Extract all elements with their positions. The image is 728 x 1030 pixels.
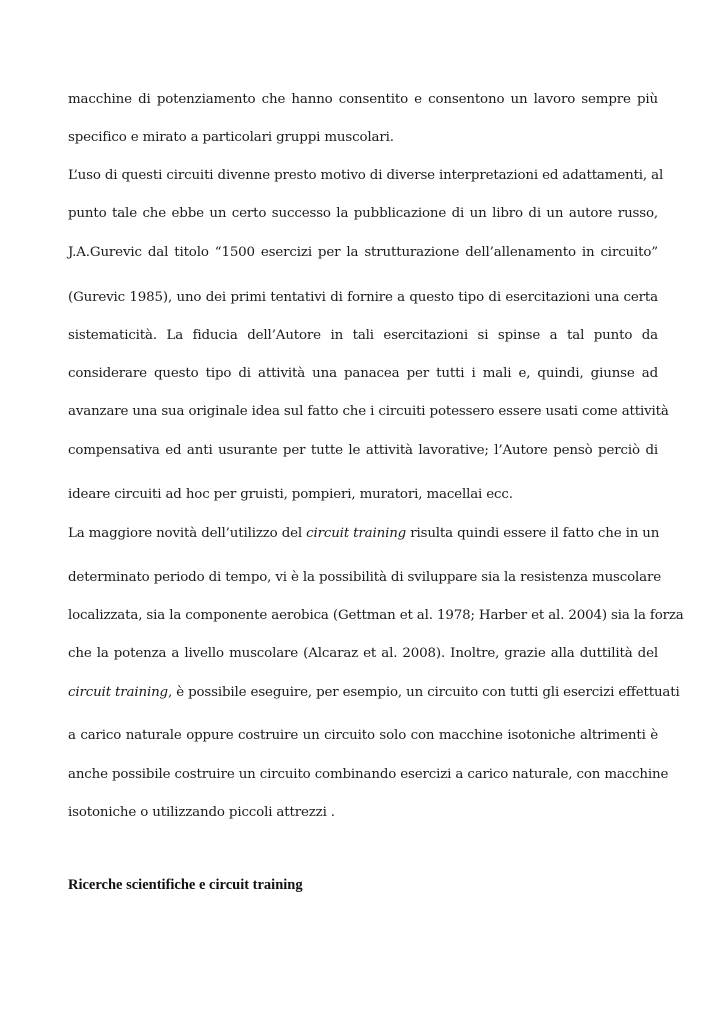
text-line: sistematicità. La fiducia dell’Autore in tali esercitazioni si spinse a tal punto da (68, 328, 658, 343)
text-run: risulta quindi essere il fatto che in un (406, 526, 660, 541)
text-line (68, 525, 658, 543)
text-line: punto tale che ebbe un certo successo la pubblicazione di un libro di un autore russo, (68, 206, 658, 221)
text-line: J.A.Gurevic dal titolo “1500 esercizi per la strutturazione dell’allenamento in circuito” (68, 245, 658, 260)
text-line: ideare circuiti ad hoc per gruisti, pompieri, muratori, macellai ecc. (68, 487, 513, 502)
text-line: L’uso di questi circuiti divenne presto motivo di diverse interpretazioni ed adattamenti, al (68, 168, 664, 183)
text-line: determinato periodo di tempo, vi è la possibilità di sviluppare sia la resistenza muscolare (68, 570, 662, 585)
text-run: , è possibile eseguire, per esempio, un circuito con tutti gli esercizi effettuati (167, 685, 680, 700)
text-line: (Gurevic 1985), uno dei primi tentativi di fornire a questo tipo di esercitazioni una certa (68, 290, 658, 305)
italic-term: circuit training (68, 685, 168, 700)
section-heading: Ricerche scientifiche e circuit training (68, 877, 303, 893)
text-line: a carico naturale oppure costruire un circuito solo con macchine isotoniche altrimenti è (68, 728, 658, 743)
text-line: macchine di potenziamento che hanno consentito e consentono un lavoro sempre più (68, 92, 658, 107)
text-run: La maggiore novità dell’utilizzo del (68, 526, 307, 541)
text-line (68, 684, 680, 702)
text-line: compensativa ed anti usurante per tutte le attività lavorative; l’Autore pensò perciò di (68, 443, 658, 458)
text-line: considerare questo tipo di attività una panacea per tutti i mali e, quindi, giunse ad (68, 366, 658, 381)
text-line: che la potenza a livello muscolare (Alcaraz et al. 2008). Inoltre, grazie alla duttilità del (68, 646, 658, 661)
text-line: isotoniche o utilizzando piccoli attrezzi . (68, 805, 335, 820)
text-line: avanzare una sua originale idea sul fatto che i circuiti potessero essere usati come attività (68, 404, 669, 419)
text-line: anche possibile costruire un circuito combinando esercizi a carico naturale, con macchine (68, 767, 669, 782)
italic-term: circuit training (306, 526, 407, 541)
text-line: localizzata, sia la componente aerobica (Gettman et al. 1978; Harber et al. 2004) sia la forza (68, 608, 684, 623)
text-line: specifico e mirato a particolari gruppi muscolari. (68, 130, 394, 145)
